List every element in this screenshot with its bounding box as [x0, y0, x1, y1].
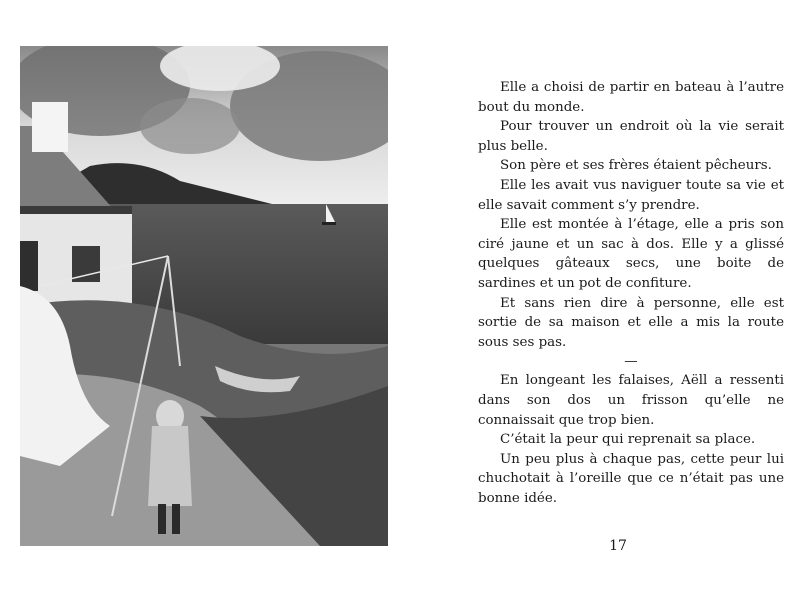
section-separator: — [624, 354, 638, 370]
page-number: 17 [609, 538, 627, 554]
paragraph: Elle a choisi de partir en bateau à l’autre bout du monde. [478, 80, 784, 115]
paragraph: Un peu plus à chaque pas, cette peur lui chuchotait à l’oreille que ce n’était pas une bonne idée. [478, 451, 784, 506]
paragraph: Et sans rien dire à personne, elle est sortie de sa maison et elle a mis la route sous ses pas. [478, 295, 784, 350]
paragraph: Elle les avait vus naviguer toute sa vie et elle savait comment s’y prendre. [478, 177, 784, 213]
paragraph: En longeant les falaises, Aëll a ressenti dans son dos un frisson qu’elle ne connaissait que trop bien. [478, 373, 784, 428]
story-text [478, 78, 784, 508]
paragraph: C’était la peur qui reprenait sa place. [500, 432, 756, 448]
paragraph: Son père et ses frères étaient pêcheurs. [500, 158, 772, 174]
illustration [20, 46, 388, 546]
paragraph: Pour trouver un endroit où la vie serait plus belle. [478, 119, 784, 154]
paragraph: Elle est montée à l’étage, elle a pris son ciré jaune et un sac à dos. Elle y a glissé quelques gâteaux secs, une boite de sardines et un pot de confiture. [478, 217, 784, 291]
ink-wash-landscape-image [20, 46, 388, 546]
